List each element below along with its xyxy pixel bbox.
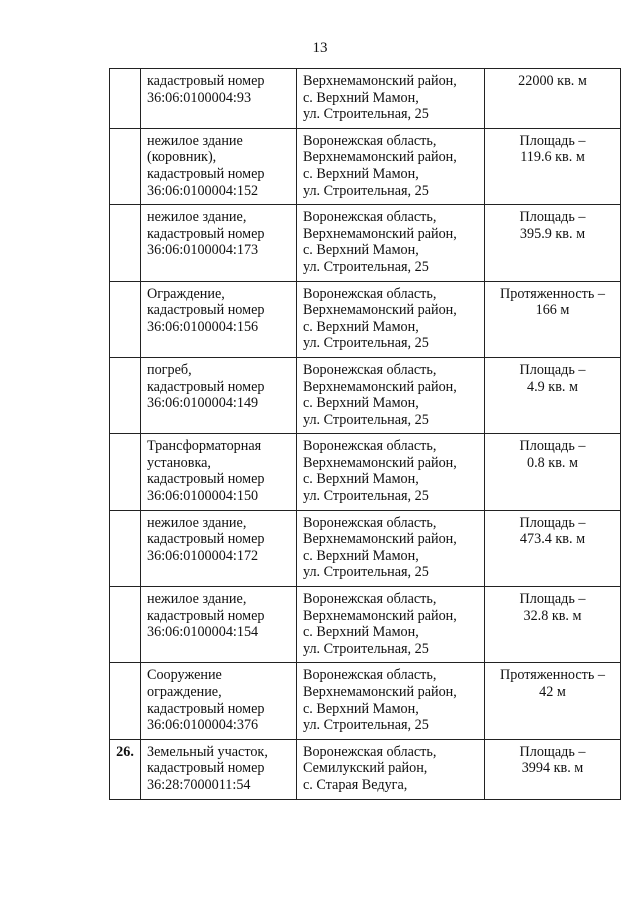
address-cell-line: Верхнемамонский район, (303, 149, 457, 166)
address-cell-line: ул. Строительная, 25 (303, 182, 429, 199)
object-cell-line: установка, (147, 454, 211, 471)
area-cell (485, 128, 621, 204)
object-cell-line: кадастровый номер (147, 165, 265, 182)
address-cell (297, 128, 485, 204)
area-cell (485, 357, 621, 433)
address-cell-line: Воронежская область, (303, 591, 437, 608)
address-cell (297, 510, 485, 586)
object-cell-line: нежилое здание (147, 132, 243, 149)
object-cell (141, 587, 297, 663)
row-number-cell (110, 128, 141, 204)
area-cell (485, 281, 621, 357)
table-row (110, 281, 621, 357)
address-cell-line: Воронежская область, (303, 514, 437, 531)
address-cell-line: Верхнемамонский район, (303, 607, 457, 624)
object-cell-line: нежилое здание, (147, 514, 247, 531)
object-cell (141, 434, 297, 510)
address-cell-line: Воронежская область, (303, 285, 437, 302)
area-cell-line: Площадь – (519, 438, 586, 455)
object-cell (141, 205, 297, 281)
row-number-cell: 26. (110, 739, 141, 799)
object-cell-line: Ограждение, (147, 285, 225, 302)
object-cell-line: кадастровый номер (147, 760, 265, 777)
area-cell-line: Площадь – (519, 743, 586, 760)
row-number-cell (110, 281, 141, 357)
object-cell (141, 510, 297, 586)
table-row (110, 357, 621, 433)
address-cell-line: с. Верхний Мамон, (303, 242, 419, 259)
address-cell-line: Верхнемамонский район, (303, 684, 457, 700)
area-cell-line: 473.4 кв. м (519, 531, 586, 548)
address-cell-line: Воронежская область, (303, 743, 437, 760)
address-cell (297, 739, 485, 799)
object-cell-line: 36:06:0100004:149 (147, 395, 259, 412)
area-cell-line: Площадь – (519, 591, 586, 608)
table-row (110, 587, 621, 663)
area-cell-line: 22000 кв. м (518, 73, 587, 89)
address-cell-line: Верхнемамонский район, (303, 454, 457, 471)
area-cell (485, 205, 621, 281)
address-cell-line: с. Верхний Мамон, (303, 395, 419, 412)
address-cell-line: Воронежская область, (303, 667, 437, 684)
property-table-body (110, 69, 621, 800)
address-cell (297, 663, 485, 739)
area-cell (485, 587, 621, 663)
object-cell-line: 36:06:0100004:156 (147, 318, 259, 335)
address-cell-line: ул. Строительная, 25 (303, 488, 429, 505)
table-row (110, 434, 621, 510)
area-cell-line: Протяженность – (500, 667, 605, 684)
address-cell (297, 357, 485, 433)
area-cell-line: 395.9 кв. м (519, 225, 586, 242)
row-number-cell (110, 357, 141, 433)
object-cell (141, 128, 297, 204)
object-cell (141, 663, 297, 739)
area-cell-line: 3994 кв. м (521, 760, 584, 777)
address-cell-line: с. Верхний Мамон, (303, 700, 419, 717)
object-cell-line: кадастровый номер (147, 607, 265, 624)
object-cell-line: кадастровый номер (147, 531, 265, 548)
object-cell-line: кадастровый номер (147, 73, 265, 89)
address-cell-line: Воронежская область, (303, 438, 437, 455)
address-cell-line: Верхнемамонский район, (303, 302, 457, 319)
table-row (110, 739, 621, 799)
page-number: 13 (312, 40, 328, 56)
address-cell-line: Воронежская область, (303, 361, 437, 378)
object-cell-line: 36:06:0100004:154 (147, 624, 259, 641)
object-cell (141, 357, 297, 433)
table-row (110, 663, 621, 739)
table-row (110, 128, 621, 204)
address-cell-line: Верхнемамонский район, (303, 225, 457, 242)
area-cell-line: Площадь – (519, 132, 586, 149)
address-cell-line: ул. Строительная, 25 (303, 717, 429, 734)
area-cell-line: Протяженность – (500, 285, 605, 302)
address-cell-line: с. Верхний Мамон, (303, 165, 419, 182)
object-cell-line: нежилое здание, (147, 591, 247, 608)
object-cell-line: Сооружение (147, 667, 222, 684)
object-cell-line: кадастровый номер (147, 378, 265, 395)
table-row (110, 69, 621, 129)
address-cell (297, 205, 485, 281)
address-cell-line: ул. Строительная, 25 (303, 640, 429, 657)
table-row (110, 510, 621, 586)
table-row (110, 205, 621, 281)
object-cell-line: 36:06:0100004:376 (147, 717, 259, 734)
address-cell-line: с. Верхний Мамон, (303, 318, 419, 335)
address-cell (297, 587, 485, 663)
object-cell-line: Земельный участок, (147, 743, 268, 760)
row-number-cell (110, 205, 141, 281)
area-cell (485, 510, 621, 586)
object-cell-line: кадастровый номер (147, 302, 265, 319)
object-cell-line: 36:06:0100004:152 (147, 182, 259, 199)
area-cell (485, 69, 621, 129)
row-number-cell (110, 510, 141, 586)
object-cell-line: кадастровый номер (147, 225, 265, 242)
area-cell-line: 42 м (539, 684, 566, 700)
object-cell-line: Трансформаторная (147, 438, 262, 455)
object-cell-line: 36:06:0100004:93 (147, 89, 252, 106)
address-cell-line: с. Верхний Мамон, (303, 547, 419, 564)
row-number-cell (110, 663, 141, 739)
address-cell-line: ул. Строительная, 25 (303, 335, 429, 352)
object-cell (141, 281, 297, 357)
address-cell-line: Верхнемамонский район, (303, 531, 457, 548)
row-number-cell (110, 434, 141, 510)
object-cell-line: 36:06:0100004:173 (147, 242, 259, 259)
object-cell (141, 69, 297, 129)
area-cell-line: 0.8 кв. м (527, 454, 578, 471)
object-cell-line: нежилое здание, (147, 209, 247, 226)
object-cell-line: (коровник), (147, 149, 217, 166)
object-cell-line: ограждение, (147, 684, 222, 700)
area-cell-line: 32.8 кв. м (523, 607, 582, 624)
address-cell-line: Воронежская область, (303, 209, 437, 226)
address-cell-line: ул. Строительная, 25 (303, 258, 429, 275)
address-cell-line: Семилукский район, (303, 760, 428, 777)
area-cell-line: Площадь – (519, 514, 586, 531)
area-cell-line: 119.6 кв. м (520, 149, 585, 166)
address-cell (297, 434, 485, 510)
address-cell-line: с. Старая Ведуга, (303, 776, 408, 793)
row-number-cell (110, 69, 141, 129)
object-cell-line: кадастровый номер (147, 700, 265, 717)
area-cell (485, 663, 621, 739)
address-cell-line: с. Верхний Мамон, (303, 89, 419, 106)
property-table (109, 68, 621, 800)
area-cell-line: 166 м (535, 302, 570, 319)
area-cell (485, 739, 621, 799)
address-cell-line: Верхнемамонский район, (303, 378, 457, 395)
address-cell-line: с. Верхний Мамон, (303, 471, 419, 488)
address-cell-line: ул. Строительная, 25 (303, 411, 429, 428)
object-cell-line: кадастровый номер (147, 471, 265, 488)
address-cell (297, 69, 485, 129)
address-cell-line: Воронежская область, (303, 132, 437, 149)
address-cell-line: ул. Строительная, 25 (303, 106, 429, 123)
object-cell (141, 739, 297, 799)
area-cell (485, 434, 621, 510)
object-cell-line: 36:06:0100004:150 (147, 488, 259, 505)
address-cell-line: Верхнемамонский район, (303, 73, 457, 89)
address-cell (297, 281, 485, 357)
object-cell-line: 36:28:7000011:54 (147, 776, 251, 793)
object-cell-line: погреб, (147, 361, 192, 378)
address-cell-line: ул. Строительная, 25 (303, 564, 429, 581)
area-cell-line: 4.9 кв. м (527, 378, 578, 395)
area-cell-line: Площадь – (519, 209, 586, 226)
row-number-cell (110, 587, 141, 663)
object-cell-line: 36:06:0100004:172 (147, 547, 259, 564)
area-cell-line: Площадь – (519, 361, 586, 378)
address-cell-line: с. Верхний Мамон, (303, 624, 419, 641)
